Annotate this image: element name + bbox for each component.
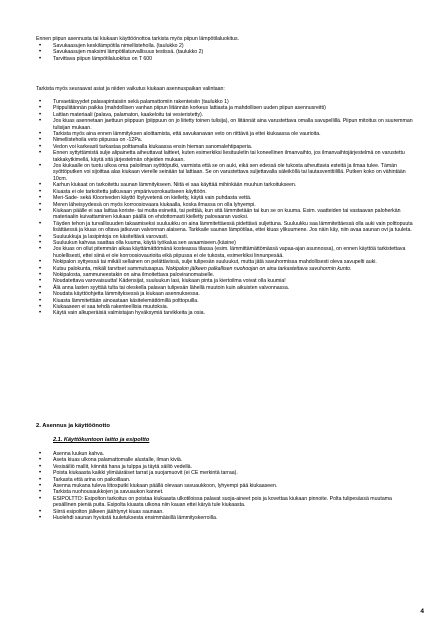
list-item: • Savukaasujen keskilämpötila nimellisteholla. (taulukko 2) (36, 43, 416, 49)
list-item: • Vesisäiliö mallit, kiinnitä hana ja tulppa ja täytä säiliö vedellä. (36, 464, 416, 470)
list-item: • Noudata käyttöohjetta lämmityksessä ja kiukaan asennuksessa. (36, 291, 416, 297)
list-item: • Nokipalon syttyessä tai mikäli sellainen on pelättävissä, sulje tulipesän suuluukut, mutta jätä savuhormissa mahdollisesti oleva savupelti auki. (36, 259, 416, 265)
list-item: • Tarkista myös aina ennen lämmityksen aloittamista, että savukanavan veto on riittävä ja ettei kiukaassa ole vaurioita. (36, 131, 416, 137)
list-item: • Asenna luukun kahva. (36, 451, 416, 457)
list-item: • Jos kiuas on ollut pitemmän aikaa käyttämättömänä kosteassa tilassa (esim. lämmittämättömässä vapaa-ajan asunnossa), on ennen käyttöä tarkistettava huolellisesti, ettei siinä ei ole korroosiovaurioita eikä piipussa ei ole tukosta, esimerkiksi linnunpesää. (36, 246, 416, 259)
list-item: • Karhun kiukaat on tarkoitettu saunan lämmitykseen. Niitä ei saa käyttää mihinkään muuhun tarkoitukseen. (36, 182, 416, 188)
list-item: • Tarvittava piipun lämpötilaluokitus on T 600 (36, 56, 416, 62)
checks-paragraph: Tarkista myös seuraavat asiat ja niiden vaikutus kiukaan asennuspaikan valintaan: (36, 86, 225, 92)
list-item: • Turvaetäisyydet palavapintaisiin sekä palamattomiin rakenteisiin (taulukko 1) (36, 99, 416, 105)
list-item: • Kiukaan päälle ei saa laittaa koriste- tai muita esineitä, tai peittää, kun sitä lämmitetään tai kun se on kuuma. Esim. vaatteiden tai vastaavan paloherkän materiaalin kuivattaminen kiukaan päällä on ehdottomasti kielletty palovaaran vuoksi. (36, 208, 416, 221)
list-item: • ESIPOLTTO: Esipolton tarkoitus on poistaa kiukaasta ulkotiloissa palavat suoja-aineet pois ja kovettaa kiukaan pinnoite. Polta tulipesässä muutama pesällinen pieniä puita. Esipolta kiuasta ulkona niin kauan ettei käryä tule kiukaasta. (36, 496, 416, 509)
section-heading: 2. Asennus ja käyttöönotto (36, 423, 110, 429)
list-item: • Nimellistehoila veto piipussa on -12Pa. (36, 137, 416, 143)
list-item-text: Kutsu palokunta, mikäli tarvitset sammutusapua. (53, 265, 165, 272)
list-item: • Nokipalosta, sammuneestakin on aina ilmoitettava paloviranomaiselle. (36, 272, 416, 278)
flue-temperature-list (36, 43, 416, 62)
page-number: 4 (420, 608, 424, 615)
list-item: • Asenna mukana tuleva liitosputki kiukaan päällä olevaan savuaukkoon, lyhyempi pää kiukaaseen. (36, 483, 416, 489)
list-item: • Tarkista nuohousaukkojen ja savuaukon kannet. (36, 489, 416, 495)
intro-paragraph: Ennen piipun asennusta tai kiukaan käyttöönottoa tarkista myös piipun lämpötilaluokitus. (36, 36, 240, 42)
list-item: • Poista kiukaasta kaikki ylimääräiset tarrat ja suojamuovit (ei CE merkintä tarraa). (36, 470, 416, 476)
list-item: • Jos kiuas asennetaan jaettuun piippuun (piippuun on jo liitetty toinen tulisija), on liitännät aina varustettava omalla savupellillä. Piipun mitoitus on suuremman tulisijan mukaan. (36, 118, 416, 131)
list-item: • Aseta kiuas ulkona palamattomalle alustalle, ilman kiviä. (36, 457, 416, 463)
list-item: • Kiukaaseen ei saa tehdä rakenteellisia muutoksia. (36, 304, 416, 310)
list-item: • Kiuasta ei ole tarkoitettu jatkuvaan ympärivuorokautiseen käyttöön. (36, 189, 416, 195)
list-item: • Suuluukun kahvaa saattaa olla kuuma, käytä työkalua sen avaamiseen.(käsine) (36, 240, 416, 246)
list-item: • Älä anna lasten syyttää tulta tai oleskella palavan tulipesän lähellä muutoin kuin aikuisten valvonnassa. (36, 285, 416, 291)
list-item: • Ennen syttyttämistä sulje alipainetta aiheuttavat laitteet, kuten esimerkiksi liesituuletin tai koneellinen ilmanvaihto, jos ilmanvaihtojärjestelmä on varustettu takkakytkimellä, käytä sitä järjestelmän ohjeiden mukaan. (36, 150, 416, 163)
list-item-italic-note: Nokipalon jälkeen palkallisen nuohoojan on aina tarkastettava savuhormin kunto. (165, 265, 352, 272)
list-item: • Meren läheisyydessä on myös korroosiovaara kiukaalla, koska ilmassa on olla lyhyempi. (36, 202, 416, 208)
list-item: • Siirrä esipolton jälkeen jäähtynyt kiuas saunaan. (36, 509, 416, 515)
list-item: • Tarkasta että arina on paikoillaan. (36, 477, 416, 483)
list-item: • Suuluukkuja ja lasipintoja on käsiteltävä varovasti. (36, 234, 416, 240)
list-item: • Vedon voi karkeasti tarkastaa polttamalla kiukaassa ensin hieman sanomalehtipaperia. (36, 144, 416, 150)
list-item: • Käytä vain alkuperäisiä valmistajan hyväksymiä tarvikkeita ja osia. (36, 310, 416, 316)
list-item: • Lattian materiaali (palava, palamaton, kaakeloitu tai vesieristetty). (36, 112, 416, 118)
list-item: • Meri-Sade- sekä Klooriveden käyttö löylyvetenä on kielletty, käytä vain puhdasta vettä. (36, 195, 416, 201)
list-item: • Täyden tehon ja turvallisuuden takaamiseksi suuluukku on aina lämmitettäessä pidettävä suljettuna. Suuluukku saa lämmitettäessä olla auki vain polttopuuta lisättäessä ja kiuas on oltava jatkuvan valvonnan alaisena. Tarkkaile saunan lämpötilaa, ettei kiuas ylikuumene. Jos näin käy, niin avaa saunan ovi ja tuuleta. (36, 221, 416, 234)
checks-list (36, 99, 416, 317)
list-item: • Savukaasujen maksimi lämpötilaturvallisuus testissä. (taulukko 2) (36, 49, 416, 55)
list-item: • Jos kiukaalle on tuotu ulkoa oma paloilman syöttöputki, varmista että se on auki, eikä sen edessä ole tukosta aiheuttavia esteitä ja ilmaa tulee. Tämän syöttöputken voi sijoittaa alas kiukaan vierelle seinään tai lattiaan. Se on varustettava suljettavalla säleiköllä tai lautasventtiilillä. Putken koko on vähintään 10cm. (36, 163, 416, 182)
installation-steps-list (36, 451, 416, 521)
list-item: • Kiuasta lämmitettään ainoastaan käsitelemättömillä polttopuilla. (36, 298, 416, 304)
subsection-heading: 2.1. Käyttökuntoon laitto ja esipoltto (53, 437, 150, 443)
list-item: • Piippuliitännän paikka (mahdollisen vanhan piipun liitännän korkeus lattiasta ja mahdollisen uuden piipun asennusreitti) (36, 105, 416, 111)
list-item: • Huolehdi saunan hyvästä tuuletuksesta ensimmäisillä lämmityskerroilla. (36, 515, 416, 521)
list-item: • Noudatettava varovaisuutta! Kädensijat, suuluukun lasi, kiukaan pinta ja kiertoilma voivat olla kuumia! (36, 278, 416, 284)
